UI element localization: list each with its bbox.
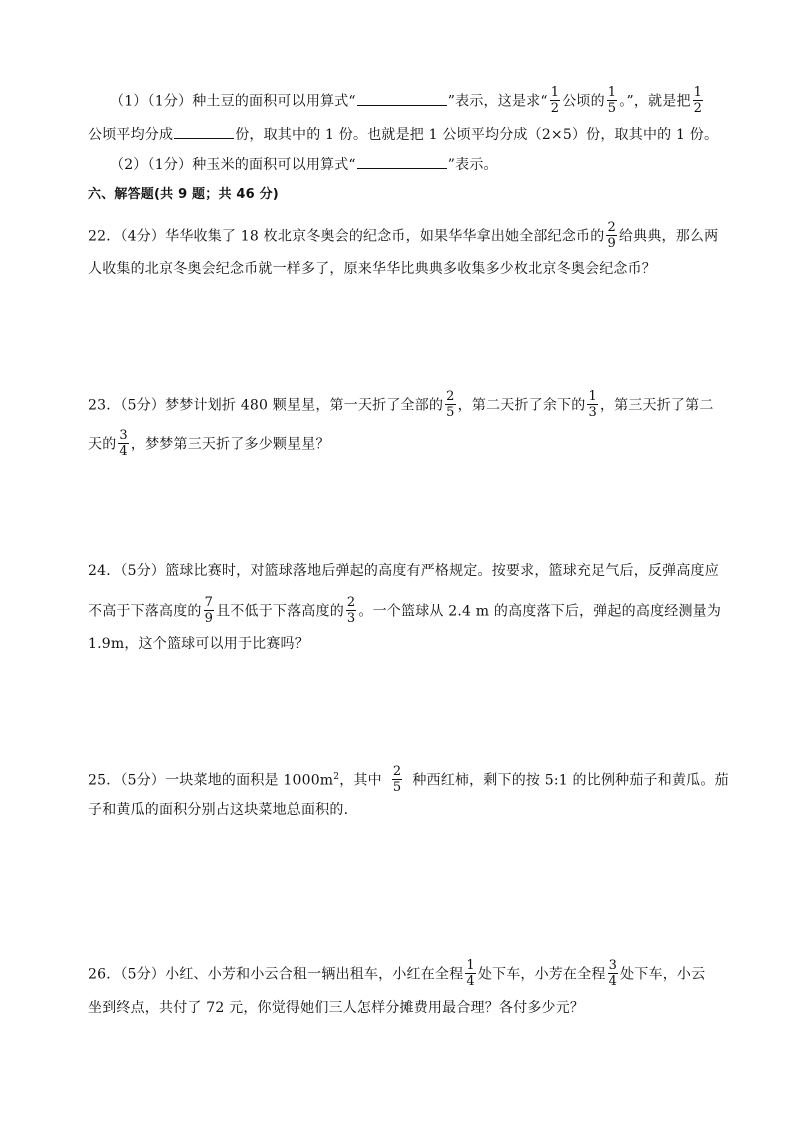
- q23-text: ，第三天折了第二: [599, 397, 714, 414]
- q24-line1: 24．（5分）篮球比赛时，对篮球落地后弹起的高度有严格规定。按要求，篮球充足气后，反弹高度应: [88, 563, 719, 579]
- fraction-numerator: 2: [346, 595, 356, 610]
- q21-sub1-line1: [110, 85, 705, 116]
- fraction-denominator: 5: [607, 101, 617, 116]
- fraction-numerator: 1: [588, 389, 597, 404]
- fraction-numerator: 2: [446, 389, 455, 404]
- q23-text: 23．（5分）梦梦计划折 480 颗星星，第一天折了全部的: [88, 397, 444, 414]
- q22-text: 22．（4分）华华收集了 18 枚北京冬奥会的纪念币，如果华华拿出她全部纪念币的: [88, 228, 605, 245]
- fraction-numerator: 1: [693, 85, 703, 100]
- fraction: [392, 765, 402, 794]
- q21-sub2: [110, 154, 498, 174]
- fraction-numerator: 3: [608, 958, 618, 973]
- q21-sub1-text: 公顷平均分成: [88, 127, 174, 143]
- fraction-denominator: 5: [392, 780, 402, 795]
- fraction-denominator: 4: [608, 974, 618, 989]
- q22-line1: [88, 220, 719, 251]
- fraction-denominator: 9: [607, 236, 616, 251]
- q26-text: 处下车，小芳在全程: [477, 966, 606, 983]
- q24-line3: 1.9m，这个篮球可以用于比赛吗？: [88, 636, 309, 652]
- fraction-numerator: 1: [550, 85, 560, 100]
- q26-line1: [88, 958, 706, 989]
- q22-text: 给典典，那么两: [618, 228, 719, 245]
- q24-text: 。一个篮球从 2.4 m 的高度落下后，弹起的高度经测量为: [358, 603, 722, 620]
- q22-line2: 人收集的北京冬奥会纪念币就一样多了，原来华华比典典多收集多少枚北京冬奥会纪念币？: [88, 261, 656, 277]
- fraction: [587, 390, 597, 419]
- q25-text: 种西红柿，剩下的按 5:1 的比例种茄子和黄瓜。茄: [412, 772, 729, 789]
- superscript: 2: [333, 771, 340, 782]
- fraction-denominator: 2: [550, 101, 560, 116]
- fraction: [204, 596, 214, 625]
- section-heading: 六、解答题(共 9 题；共 46 分): [88, 187, 279, 202]
- fraction-numerator: 3: [119, 428, 128, 443]
- fraction-numerator: 7: [204, 595, 214, 610]
- q23-line2: [88, 428, 330, 459]
- q24-text: 不高于下落高度的: [88, 603, 202, 620]
- fraction: [550, 86, 560, 115]
- q21-sub1-line2: [88, 124, 718, 144]
- q26-line2: 坐到终点，共付了 72 元，你觉得她们三人怎样分摊费用最合理？各付多少元？: [88, 1000, 585, 1016]
- q21-sub2-text: （2）（1分）种玉米的面积可以用算式“: [110, 157, 356, 173]
- answer-blank[interactable]: [357, 154, 447, 169]
- fraction-numerator: 1: [607, 85, 617, 100]
- q24-line2: [88, 595, 722, 626]
- q26-text: 26．（5分）小红、小芳和小云合租一辆出租车，小红在全程: [88, 966, 464, 983]
- fraction-denominator: 2: [693, 101, 703, 116]
- q21-sub1-text: 公顷的: [562, 93, 605, 110]
- q26-text: 处下车，小云: [620, 966, 706, 983]
- fraction-numerator: 2: [392, 764, 402, 779]
- fraction: [445, 390, 455, 419]
- q21-sub1-text: 份，取其中的 1 份。也就是把 1 公顷平均分成（2×5）份，取其中的 1 份。: [235, 127, 719, 143]
- fraction-numerator: 1: [466, 958, 475, 973]
- fraction: [607, 86, 617, 115]
- q23-text: ，梦梦第三天折了多少颗星星？: [130, 436, 330, 453]
- q24-text: 且不低于下落高度的: [216, 603, 344, 620]
- answer-blank[interactable]: [174, 124, 234, 139]
- fraction: [693, 86, 703, 115]
- q23-text: 天的: [88, 436, 117, 453]
- fraction-denominator: 9: [204, 611, 214, 626]
- q23-text: ，第二天折了余下的: [457, 397, 586, 414]
- q25-line1: [88, 764, 729, 795]
- q25-text: 25．（5分）一块菜地的面积是 1000m: [88, 772, 334, 789]
- answer-blank[interactable]: [357, 91, 447, 106]
- q21-sub1-text: ”表示，这是求“: [447, 93, 548, 110]
- fraction-denominator: 4: [466, 974, 475, 989]
- fraction: [346, 596, 356, 625]
- q21-sub2-text: ”表示。: [447, 157, 498, 173]
- fraction: [608, 959, 618, 988]
- fraction-denominator: 3: [346, 611, 356, 626]
- fraction-denominator: 5: [446, 405, 455, 420]
- q21-sub1-text: （1）（1分）种土豆的面积可以用算式“: [110, 93, 356, 110]
- fraction: [606, 221, 616, 250]
- fraction-denominator: 3: [588, 405, 597, 420]
- q25-line2: 子和黄瓜的面积分别占这块菜地总面积的.: [88, 802, 349, 818]
- fraction: [465, 959, 475, 988]
- fraction-numerator: 2: [607, 220, 616, 235]
- q23-line1: [88, 389, 714, 420]
- q25-text: ，其中: [339, 772, 382, 789]
- fraction: [118, 429, 128, 458]
- q21-sub1-text: 。”，就是把: [619, 93, 691, 110]
- fraction-denominator: 4: [119, 444, 128, 459]
